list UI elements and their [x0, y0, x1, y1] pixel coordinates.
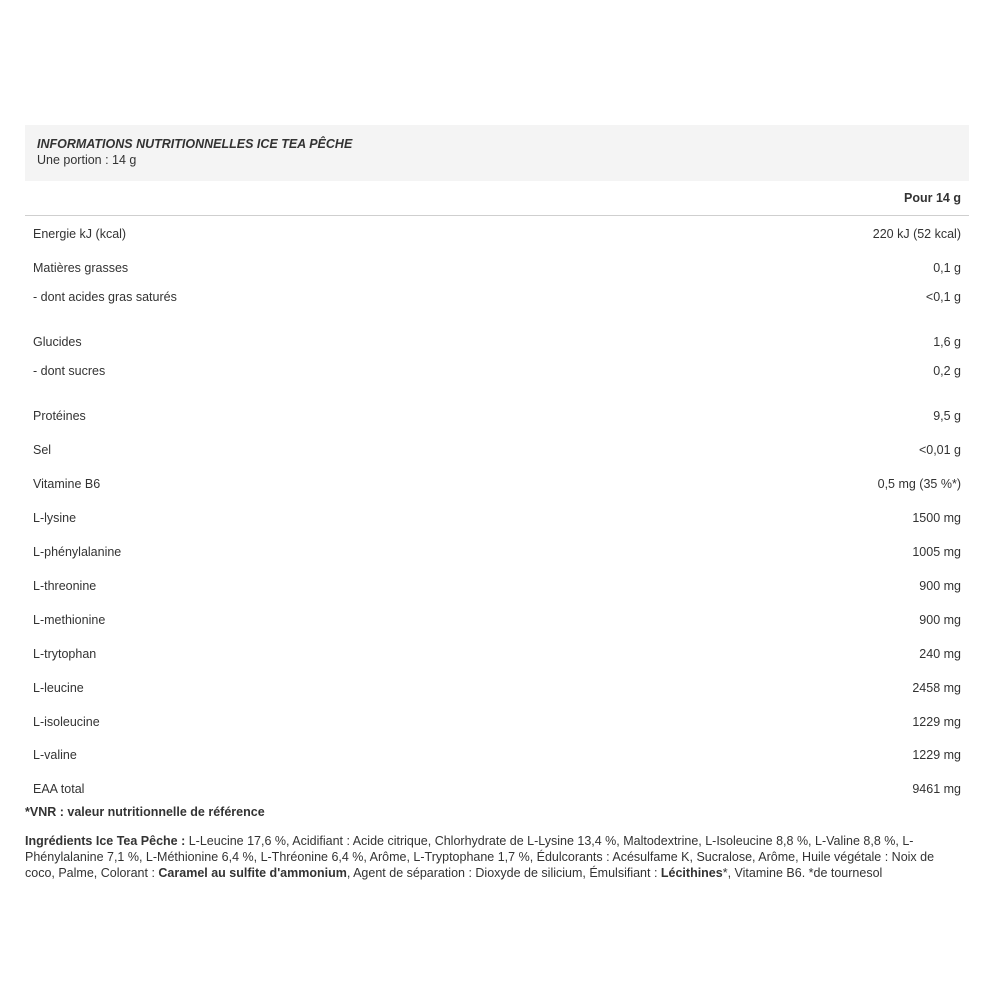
nutrient-value: 1229 mg: [912, 748, 961, 762]
vnr-footnote: *VNR : valeur nutritionnelle de référence: [25, 805, 265, 819]
nutrient-value: 1229 mg: [912, 715, 961, 729]
table-row: [25, 647, 969, 667]
nutrient-label: L-trytophan: [33, 647, 97, 661]
nutrient-value: 0,2 g: [933, 364, 961, 378]
ingredients-text-1: L-Leucine 17,6 %, Acidifiant : Acide citrique, Chlorhydrate de L-Lysine 13,4 %, Maltodextrine, L-Isoleucine 8,8 %, L-Valine 8,8 %, L-Phénylalanine 7,1 %, L-Méthionine 6,4 %, L-Thréonine 6,4 %, Arôme, L-Tryptophane 1,7 %, Édulcorants : Acésulfame K, Sucralose, Arôme, Huile végétale : Noix de coco, Palme, Colorant :: [25, 834, 935, 880]
nutrient-label: - dont sucres: [33, 364, 106, 378]
nutrient-label: EAA total: [33, 782, 85, 796]
nutrient-label: Protéines: [33, 409, 86, 423]
ingredients-allergen-lecithines: Lécithines: [660, 866, 723, 880]
table-row: [25, 613, 969, 633]
column-header: [25, 181, 969, 216]
ingredients-text-2: , Agent de séparation : Dioxyde de silicium, Émulsifiant :: [346, 866, 661, 880]
table-row: [25, 545, 969, 565]
nutrient-label: Matières grasses: [33, 261, 129, 275]
table-row: [25, 715, 969, 735]
table-row: [25, 477, 969, 497]
nutrient-value: 0,1 g: [933, 261, 961, 275]
nutrition-header: [25, 125, 969, 181]
nutrient-label: L-valine: [33, 748, 77, 762]
table-row: [25, 681, 969, 701]
nutrient-value: 900 mg: [919, 613, 961, 627]
ingredients-paragraph: [25, 833, 965, 881]
table-row: [25, 290, 969, 310]
nutrition-title: INFORMATIONS NUTRITIONNELLES ICE TEA PÊCHE: [37, 137, 353, 151]
nutrient-value: <0,1 g: [925, 290, 961, 304]
nutrient-label: L-methionine: [33, 613, 106, 627]
nutrient-label: L-threonine: [33, 579, 97, 593]
nutrient-value: 2458 mg: [912, 681, 961, 695]
table-row: [25, 335, 969, 355]
nutrient-value: 1500 mg: [912, 511, 961, 525]
nutrient-value: 1005 mg: [912, 545, 961, 559]
table-row: [25, 782, 969, 802]
ingredients-heading: Ingrédients Ice Tea Pêche :: [25, 834, 186, 848]
table-row: [25, 227, 969, 247]
table-row: [25, 579, 969, 599]
nutrient-value: 0,5 mg (35 %*): [877, 477, 961, 491]
nutrient-value: 220 kJ (52 kcal): [872, 227, 961, 241]
nutrient-label: L-lysine: [33, 511, 77, 525]
table-row: [25, 443, 969, 463]
nutrient-value: 240 mg: [919, 647, 961, 661]
nutrient-label: Vitamine B6: [33, 477, 101, 491]
nutrient-value: 9,5 g: [933, 409, 961, 423]
table-row: [25, 261, 969, 281]
table-row: [25, 511, 969, 531]
nutrient-value: 9461 mg: [912, 782, 961, 796]
nutrient-label: Energie kJ (kcal): [33, 227, 127, 241]
table-row: [25, 409, 969, 429]
table-row: [25, 364, 969, 384]
nutrient-value: 1,6 g: [933, 335, 961, 349]
nutrient-label: - dont acides gras saturés: [33, 290, 177, 304]
portion-size: Une portion : 14 g: [37, 153, 137, 167]
nutrient-value: 900 mg: [919, 579, 961, 593]
ingredients-allergen-caramel: Caramel au sulfite d'ammonium: [158, 866, 347, 880]
table-row: [25, 748, 969, 768]
nutrient-label: L-isoleucine: [33, 715, 100, 729]
nutrient-label: L-phénylalanine: [33, 545, 122, 559]
nutrition-panel: [25, 125, 969, 796]
nutrient-label: Sel: [33, 443, 52, 457]
column-header-label: Pour 14 g: [904, 191, 961, 205]
nutrient-label: L-leucine: [33, 681, 84, 695]
nutrient-label: Glucides: [33, 335, 82, 349]
ingredients-text-3: *, Vitamine B6. *de tournesol: [722, 866, 883, 880]
nutrient-value: <0,01 g: [918, 443, 961, 457]
